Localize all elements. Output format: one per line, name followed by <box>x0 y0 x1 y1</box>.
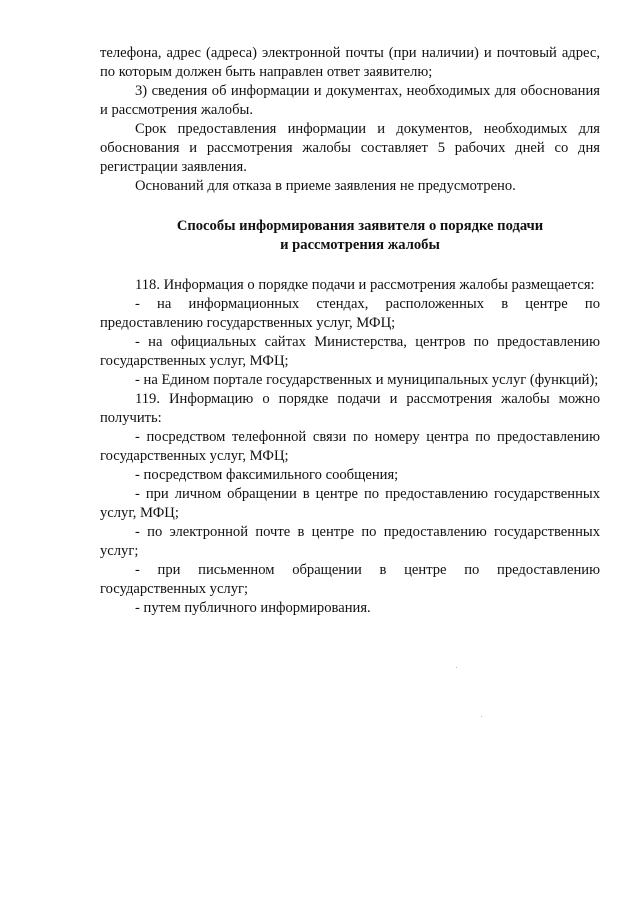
list-item: - путем публичного информирования. <box>135 600 371 616</box>
list-item: - на информационных стендах, расположенных в центре по предоставлению государственных услуг, МФЦ; <box>100 296 600 331</box>
paragraph: телефона, адрес (адреса) электронной почты (при наличии) и почтовый адрес, по которым должен быть направлен ответ заявителю; <box>100 45 600 80</box>
paragraph: Срок предоставления информации и документов, необходимых для обоснования и рассмотрения жалобы составляет 5 рабочих дней со дня регистрации заявления. <box>100 121 600 175</box>
section-heading-line: Способы информирования заявителя о порядке подачи <box>176 218 544 234</box>
section-heading-line: и рассмотрения жалобы <box>280 237 440 253</box>
paragraph: 118. Информация о порядке подачи и рассмотрения жалобы размещается: <box>135 277 595 293</box>
scan-speck <box>481 716 482 717</box>
list-item: - при письменном обращении в центре по предоставлению государственных услуг; <box>100 562 600 597</box>
section-heading <box>100 217 600 255</box>
list-item: - на Едином портале государственных и муниципальных услуг (функций); <box>135 372 599 388</box>
list-item: - при личном обращении в центре по предоставлению государственных услуг, МФЦ; <box>100 486 600 521</box>
paragraph: 119. Информацию о порядке подачи и рассмотрения жалобы можно получить: <box>100 391 600 426</box>
paragraph: Оснований для отказа в приеме заявления не предусмотрено. <box>135 178 516 194</box>
list-item: - на официальных сайтах Министерства, центров по предоставлению государственных услуг, МФЦ; <box>100 334 600 369</box>
list-item: - по электронной почте в центре по предоставлению государственных услуг; <box>100 524 600 559</box>
list-item: - посредством факсимильного сообщения; <box>135 467 399 483</box>
paragraph: 3) сведения об информации и документах, необходимых для обоснования и рассмотрения жалобы. <box>100 83 600 118</box>
scan-speck <box>456 667 457 668</box>
document-body <box>100 44 600 618</box>
list-item: - посредством телефонной связи по номеру центра по предоставлению государственных услуг, МФЦ; <box>100 429 600 464</box>
